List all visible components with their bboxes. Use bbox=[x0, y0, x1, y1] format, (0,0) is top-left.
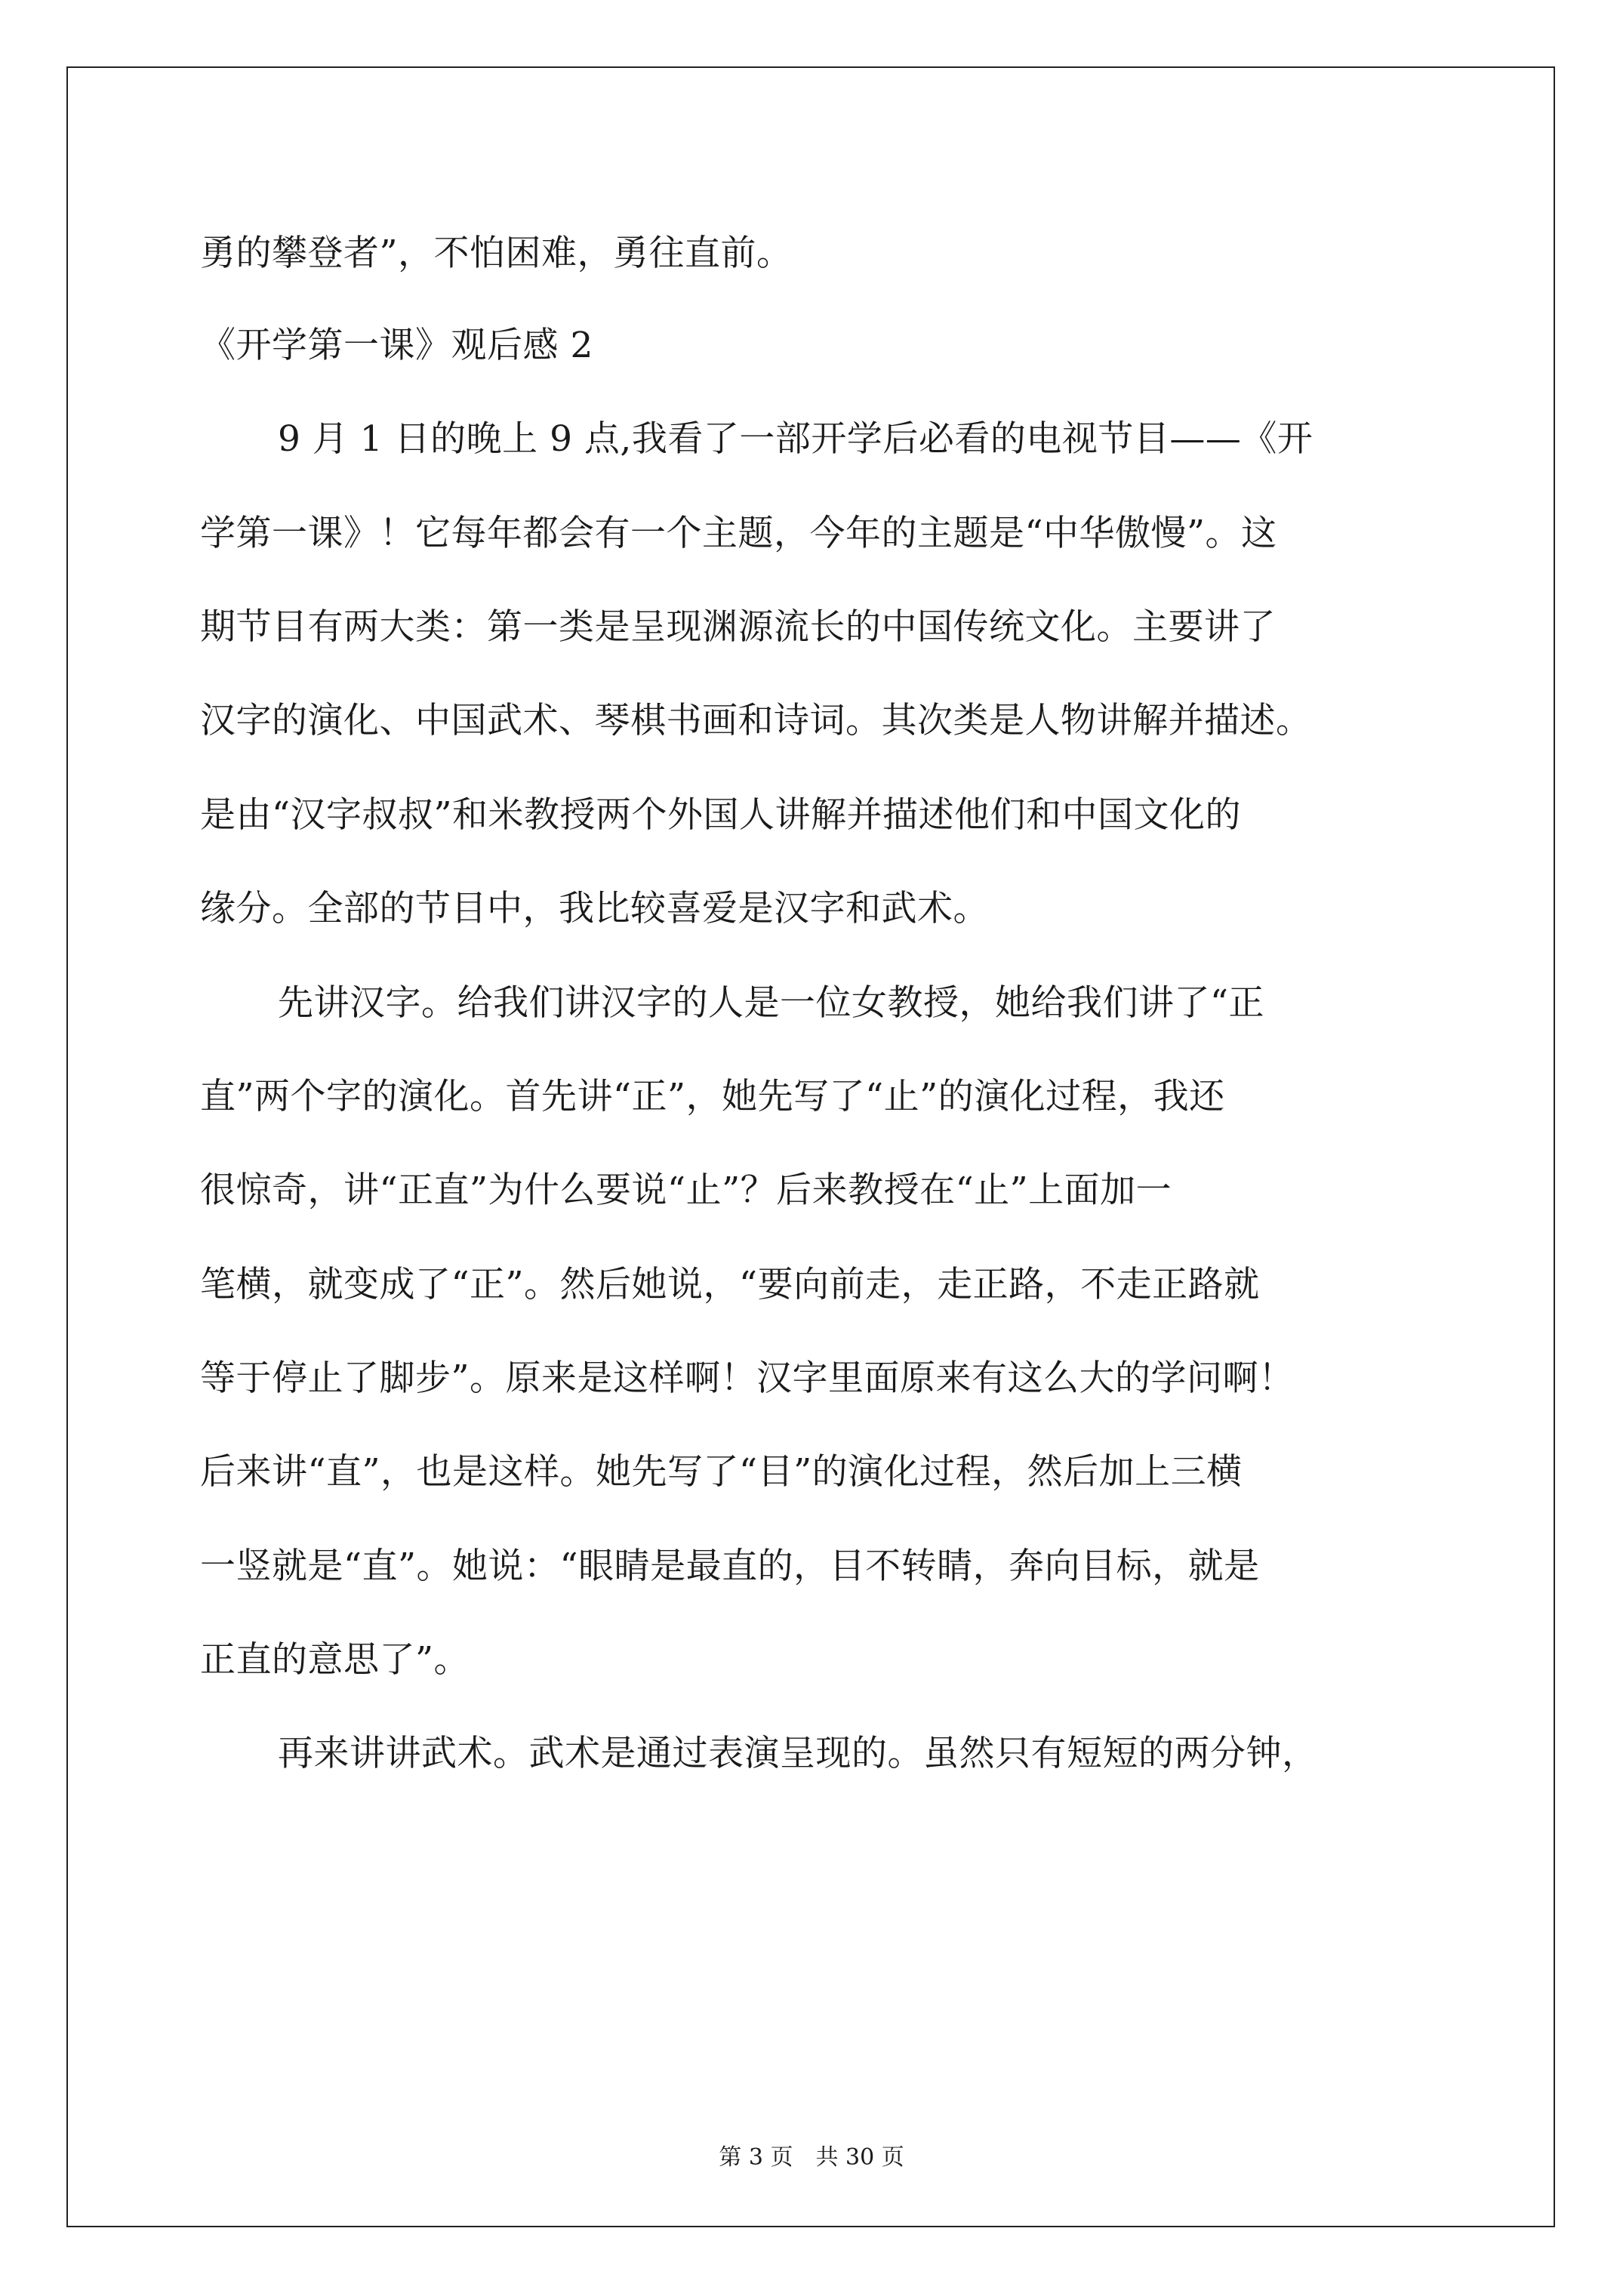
text-line: 笔横，就变成了“正”。然后她说，“要向前走，走正路，不走正路就 bbox=[200, 1264, 1260, 1305]
text-line: 9 月 1 日的晚上 9 点,我看了一部开学后必看的电视节目——《开 bbox=[278, 418, 1313, 460]
page-footer bbox=[0, 2143, 1623, 2173]
page-total: 共 30 页 bbox=[815, 2144, 904, 2171]
text-line: 学第一课》！它每年都会有一个主题，今年的主题是“中华傲慢”。这 bbox=[200, 513, 1277, 554]
text-line: 是由“汉字叔叔”和米教授两个外国人讲解并描述他们和中国文化的 bbox=[200, 794, 1242, 836]
text-line: 后来讲“直”，也是这样。她先写了“目”的演化过程，然后加上三横 bbox=[200, 1451, 1243, 1493]
text-line: 很惊奇，讲“正直”为什么要说“止”？后来教授在“止”上面加一 bbox=[200, 1170, 1172, 1211]
text-line: 汉字的演化、中国武术、琴棋书画和诗词。其次类是人物讲解并描述。 bbox=[200, 700, 1312, 741]
page-border bbox=[66, 66, 1555, 2227]
text-line: 期节目有两大类：第一类是呈现渊源流长的中国传统文化。主要讲了 bbox=[200, 606, 1276, 648]
text-line: 再来讲讲武术。武术是通过表演呈现的。虽然只有短短的两分钟， bbox=[278, 1733, 1318, 1774]
section-heading: 《开学第一课》观后感 2 bbox=[200, 325, 593, 366]
text-line: 勇的攀登者”，不怕困难，勇往直前。 bbox=[200, 233, 793, 274]
text-line: 先讲汉字。给我们讲汉字的人是一位女教授，她给我们讲了“正 bbox=[278, 982, 1265, 1024]
text-line: 等于停止了脚步”。原来是这样啊！汉字里面原来有这么大的学问啊！ bbox=[200, 1358, 1295, 1399]
text-line: 直”两个字的演化。首先讲“正”，她先写了“止”的演化过程，我还 bbox=[200, 1076, 1225, 1117]
page-number: 第 3 页 bbox=[719, 2144, 793, 2171]
text-line: 一竖就是“直”。她说：“眼睛是最直的，目不转睛，奔向目标，就是 bbox=[200, 1546, 1260, 1587]
text-line: 缘分。全部的节目中，我比较喜爱是汉字和武术。 bbox=[200, 888, 989, 929]
text-line: 正直的意思了”。 bbox=[200, 1639, 470, 1681]
